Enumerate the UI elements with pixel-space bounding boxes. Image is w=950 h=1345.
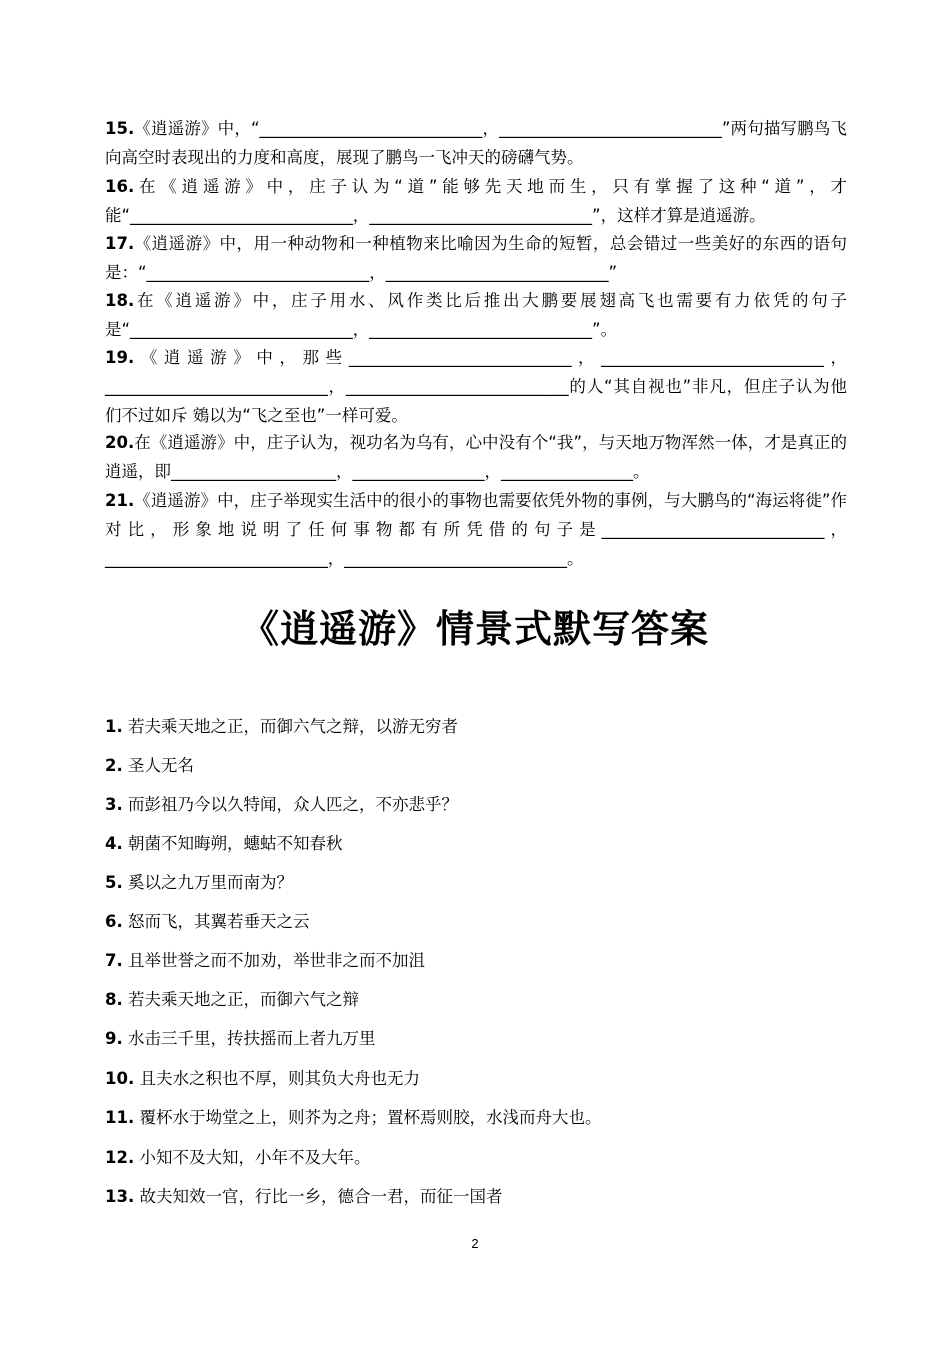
answer-number: 12. — [105, 1148, 135, 1167]
question-text: 在《逍遥游》中，庄子认为，视功名为乌有，心中没有个“我”，与天地万物浑然一体，才是真正的逍遥，即____________________，________________，________________。 — [105, 433, 847, 481]
question-text: 在《逍遥游》中，庄子认为“道”能够先天地而生，只有掌握了这种“道”，才能“___________________________，___________________________”，这样才算是逍遥游。 — [105, 177, 847, 225]
answer-text: 圣人无名 — [128, 756, 194, 775]
answer-item — [105, 911, 310, 933]
answer-item — [105, 755, 194, 777]
question-21 — [105, 486, 847, 573]
answer-item — [105, 1147, 370, 1169]
page-number: 2 — [471, 1236, 479, 1251]
answer-text: 覆杯水于坳堂之上，则芥为之舟；置杯焉则胶，水浅而舟大也。 — [139, 1108, 602, 1127]
answer-text: 怒而飞，其翼若垂天之云 — [128, 912, 310, 931]
question-number: 16. — [105, 177, 135, 196]
question-number: 20. — [105, 433, 135, 452]
question-text: 在《逍遥游》中，庄子用水、风作类比后推出大鹏要展翅高飞也需要有力依凭的句子是“___________________________，___________________________”。 — [105, 291, 847, 339]
answer-text: 若夫乘天地之正，而御六气之辩，以游无穷者 — [128, 717, 458, 736]
answer-text: 而彭祖乃今以久特闻，众人匹之，不亦悲乎？ — [128, 795, 458, 814]
answer-item — [105, 1028, 376, 1050]
answer-title: 《逍遥游》情景式默写答案 — [240, 606, 709, 651]
question-text: 《逍遥游》中，庄子举现实生活中的很小的事物也需要依凭外物的事例，与大鹏鸟的“海运将徙”作对比，形象地说明了任何事物都有所凭借的句子是___________________________，___________________________，___________________________。 — [105, 491, 847, 568]
answer-number: 7. — [105, 951, 123, 970]
answer-number: 2. — [105, 756, 123, 775]
answer-number: 1. — [105, 717, 123, 736]
answer-number: 13. — [105, 1187, 135, 1206]
question-number: 19. — [105, 348, 135, 367]
question-20 — [105, 428, 847, 486]
answer-text: 若夫乘天地之正，而御六气之辩 — [128, 990, 359, 1009]
answer-number: 11. — [105, 1108, 135, 1127]
answer-text: 且举世誉之而不加劝，举世非之而不加沮 — [128, 951, 425, 970]
answer-item — [105, 1068, 420, 1090]
question-text: 《逍遥游》中，“___________________________，___________________________”两句描写鹏鸟飞向高空时表现出的力度和高度，展现了鹏鸟一飞冲天的磅礴气势。 — [105, 119, 847, 167]
answer-text: 故夫知效一官，行比一乡，德合一君，而征一国者 — [139, 1187, 503, 1206]
answer-text: 且夫水之积也不厚，则其负大舟也无力 — [139, 1069, 420, 1088]
answer-item — [105, 950, 425, 972]
answer-text: 奚以之九万里而南为？ — [128, 873, 293, 892]
answer-item — [105, 1107, 601, 1129]
question-17 — [105, 229, 847, 287]
answer-text: 水击三千里，抟扶摇而上者九万里 — [128, 1029, 376, 1048]
question-number: 15. — [105, 119, 135, 138]
answer-number: 5. — [105, 873, 123, 892]
answer-number: 6. — [105, 912, 123, 931]
answer-text: 朝菌不知晦朔，蟪蛄不知春秋 — [128, 834, 343, 853]
answer-item — [105, 872, 293, 894]
answer-item — [105, 989, 359, 1011]
question-number: 17. — [105, 234, 135, 253]
answer-item — [105, 716, 458, 738]
question-number: 18. — [105, 291, 135, 310]
answer-number: 3. — [105, 795, 123, 814]
answer-item — [105, 1186, 502, 1208]
question-19 — [105, 343, 847, 430]
answer-number: 9. — [105, 1029, 123, 1048]
answer-text: 小知不及大知，小年不及大年。 — [139, 1148, 371, 1167]
question-16 — [105, 172, 847, 230]
answer-item — [105, 833, 343, 855]
question-18 — [105, 286, 847, 344]
question-number: 21. — [105, 491, 135, 510]
question-text: 《逍遥游》中，那些___________________________，___________________________，___________________________，___________________________的人“其自视也”非凡，但庄子认为他们不过如斥 鴳以为“飞之至也”一样可爱。 — [105, 348, 847, 425]
answer-item — [105, 794, 458, 816]
answer-number: 10. — [105, 1069, 135, 1088]
question-15 — [105, 114, 847, 172]
answer-number: 8. — [105, 990, 123, 1009]
answer-number: 4. — [105, 834, 123, 853]
question-text: 《逍遥游》中，用一种动物和一种植物来比喻因为生命的短暂，总会错过一些美好的东西的语句是：“___________________________，___________________________” — [105, 234, 847, 282]
